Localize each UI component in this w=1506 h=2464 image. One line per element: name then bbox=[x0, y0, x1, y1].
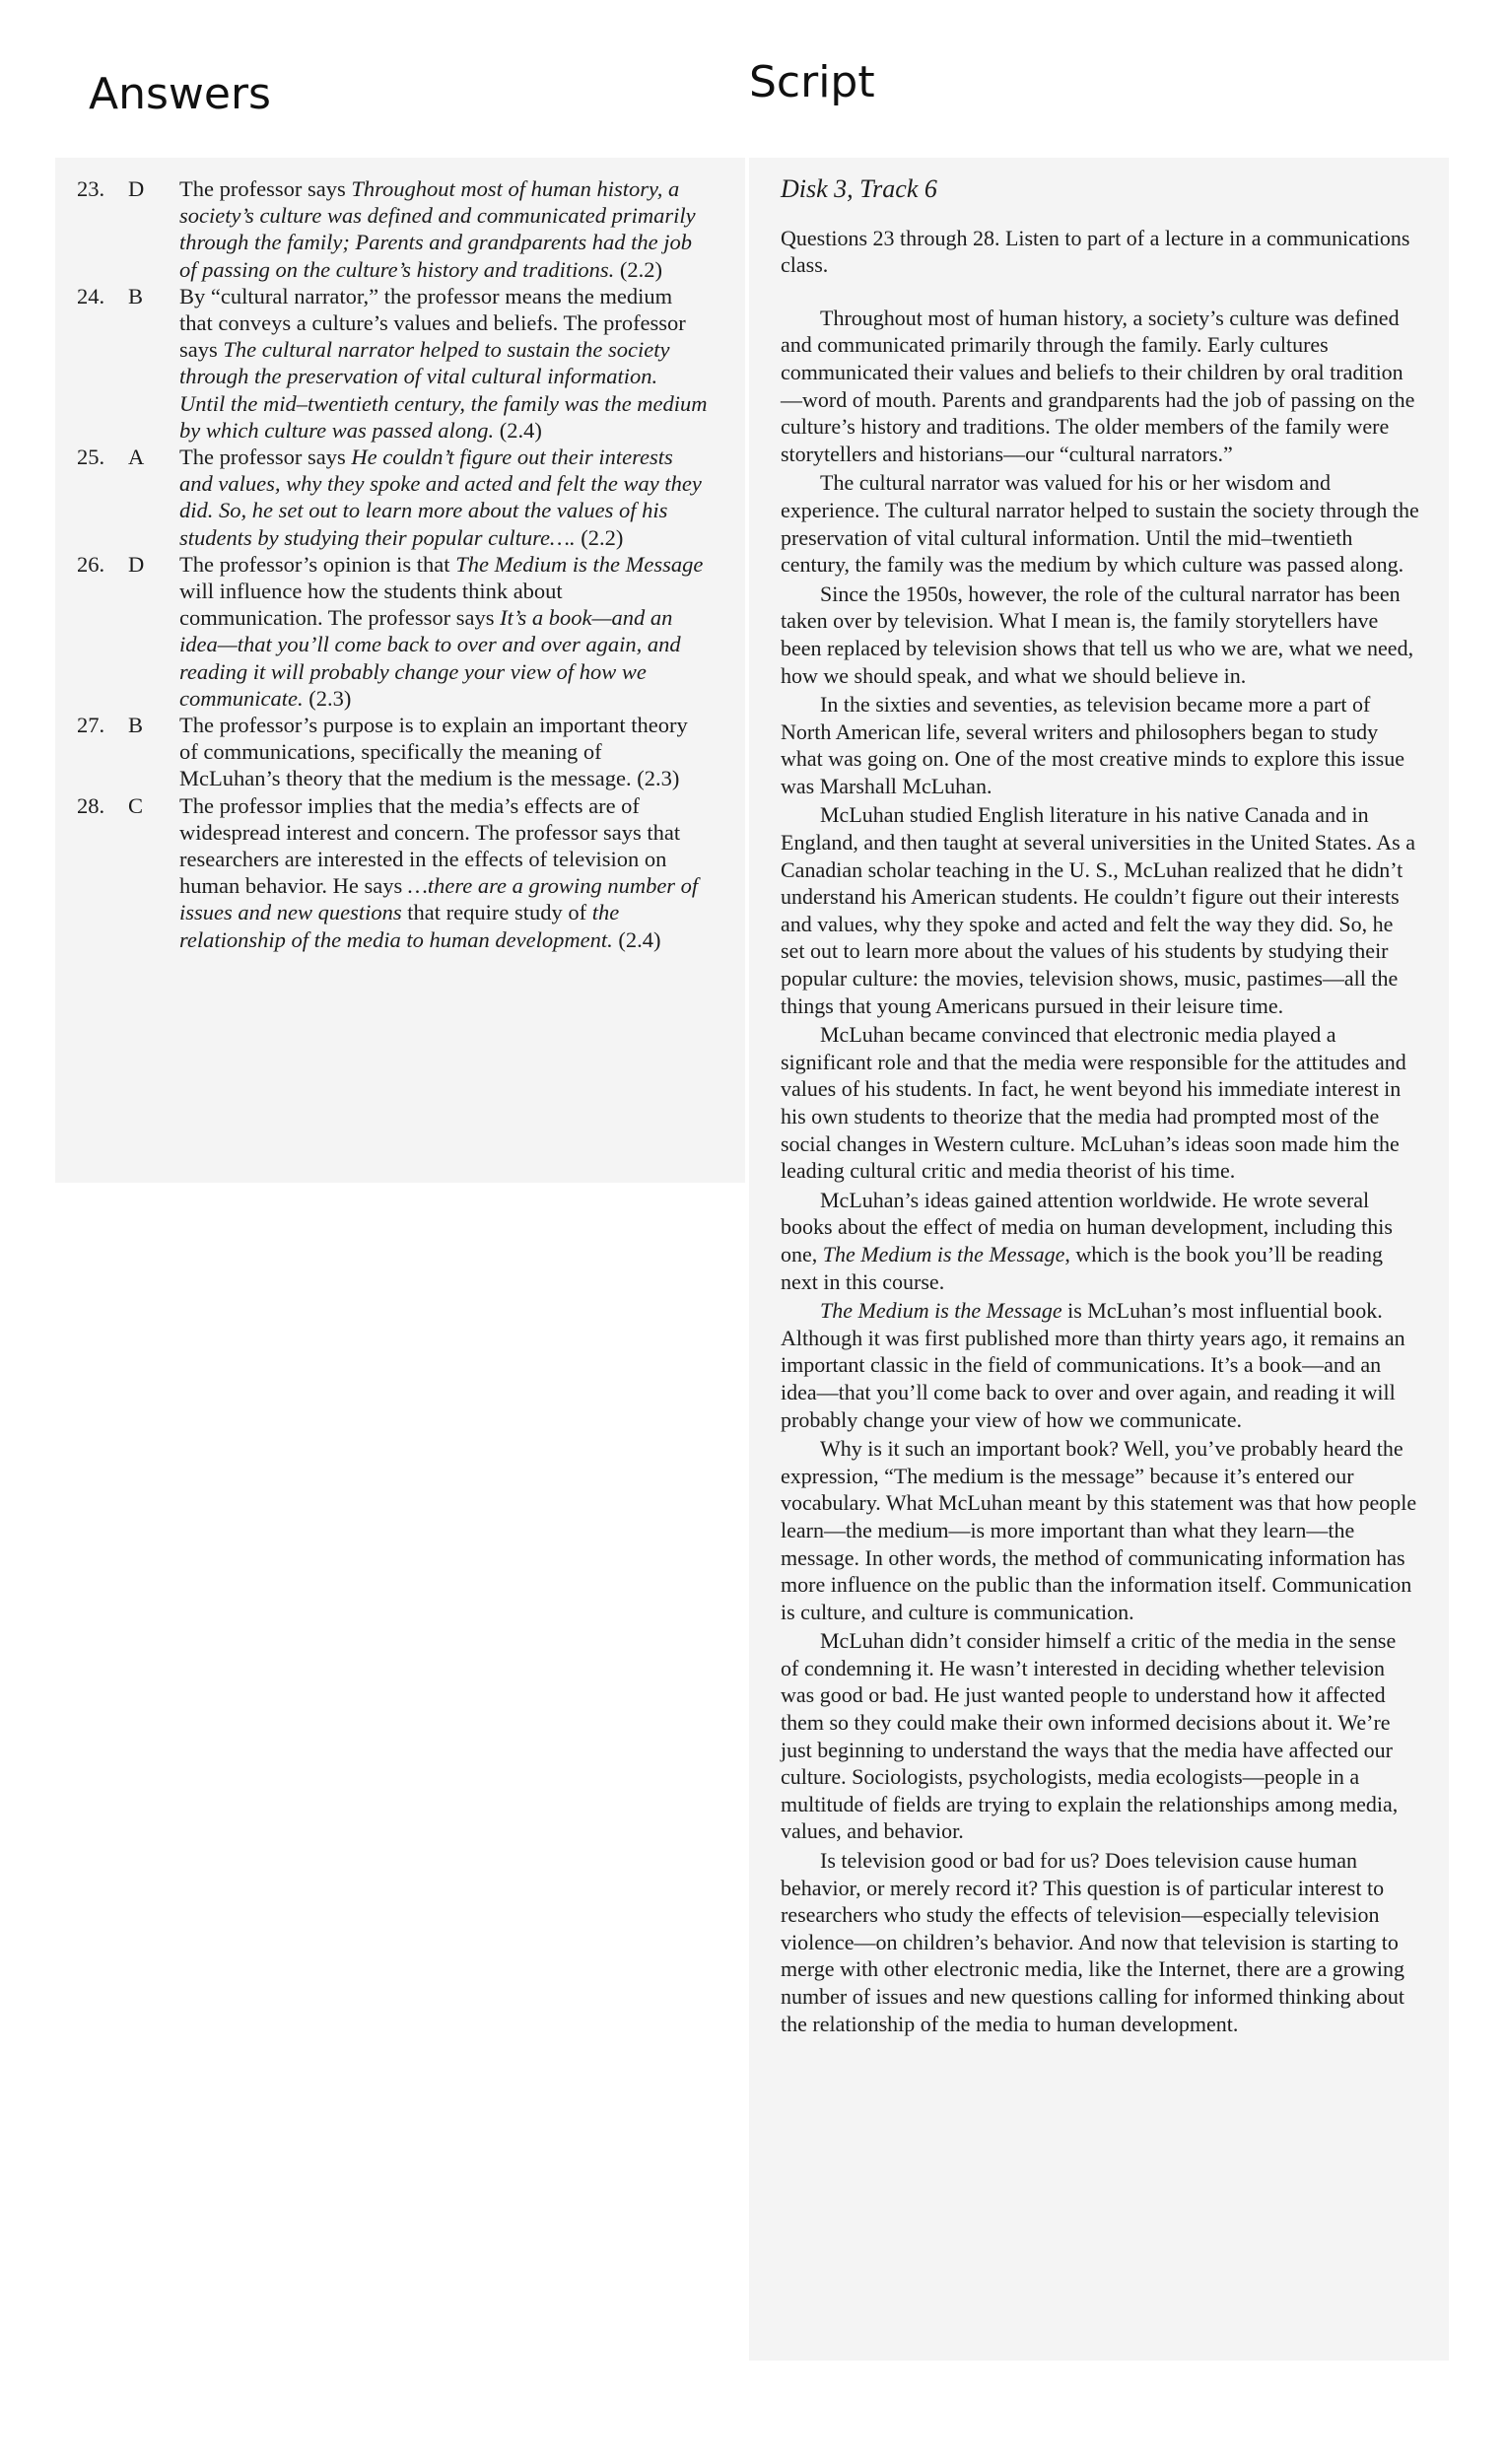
answer-explanation bbox=[179, 283, 708, 444]
italic-text: It’s a book—and an idea—that you’ll come back to over and over again, and reading it will probably change your view of how we communicate. bbox=[179, 605, 681, 711]
text-run: Is television good or bad for us? Does television cause human behavior, or merely record it? This question is of particular interest to researchers who study the effects of television—especially television violence—on children’s behavior. And now that television is starting to merge with other electronic media, like the Internet, there are a growing number of issues and new questions calling for informed thinking about the relationship of the media to human development. bbox=[781, 1848, 1405, 2036]
text-run: McLuhan’s ideas gained attention worldwide. He wrote several books about the effect of media on human development, including this one, bbox=[781, 1187, 1393, 1266]
script-paragraph bbox=[781, 581, 1419, 689]
script-paragraph bbox=[781, 1021, 1419, 1185]
answer-letter: D bbox=[128, 176, 145, 201]
text-run: will influence how the students think about communication. The professor says bbox=[179, 579, 563, 631]
text-run: The professor’s purpose is to explain an important theory of communications, specifically the meaning of McLuhan’s theory that the medium is the message. (2.3) bbox=[179, 713, 688, 791]
italic-text: Throughout most of human history, a society’s culture was defined and communicated primarily through the family; Parents and grandparents had the job of passing on the culture’s history and traditions. bbox=[179, 176, 696, 282]
answers-list bbox=[77, 175, 708, 953]
text-run: The professor’s opinion is that bbox=[179, 551, 456, 577]
italic-text: He couldn’t figure out their interests and values, why they spoke and acted and felt the way they did. So, he set out to learn more about the values of his students by studying their popular culture…. bbox=[179, 445, 702, 550]
script-paragraph bbox=[781, 691, 1419, 799]
script-paragraph bbox=[781, 1297, 1419, 1433]
answer-letter: D bbox=[128, 551, 145, 577]
text-run: McLuhan didn’t consider himself a critic of the media in the sense of condemning it. He wasn’t interested in deciding whether television was good or bad. He just wanted people to understand how it affected them so they could make their own informed decisions about it. We’re just beginning to understand the ways that the media have affected our culture. Sociologists, psychologists, media ecologists—people in a multitude of fields are trying to explain the relationships among media, values, and behavior. bbox=[781, 1628, 1399, 1844]
text-run: (2.3) bbox=[303, 685, 352, 711]
answer-item bbox=[77, 792, 708, 953]
text-run: , which is the book you’ll be reading next in this course. bbox=[781, 1241, 1383, 1294]
answer-number: 28. bbox=[77, 792, 105, 818]
script-paragraphs bbox=[781, 305, 1419, 2037]
answer-number: 25. bbox=[77, 445, 105, 470]
answer-number: 24. bbox=[77, 283, 105, 308]
answer-number: 27. bbox=[77, 713, 105, 738]
italic-text: The Medium is the Message bbox=[822, 1241, 1065, 1266]
text-run: McLuhan became convinced that electronic media played a significant role and that the media were responsible for the attitudes and values of his students. In fact, he went beyond his immediate interest in his own students to theorize that the media had prompted most of the social changes in Western culture. McLuhan’s ideas soon made him the leading cultural critic and media theorist of his time. bbox=[781, 1022, 1406, 1184]
script-heading: Script bbox=[749, 57, 875, 107]
answer-item bbox=[77, 444, 708, 551]
text-run: (2.2) bbox=[575, 524, 624, 550]
answer-explanation bbox=[179, 712, 708, 792]
script-intro: Questions 23 through 28. Listen to part of a lecture in a communications class. bbox=[781, 225, 1410, 278]
text-run: Since the 1950s, however, the role of the cultural narrator has been taken over by television. What I mean is, the family storytellers have been replaced by television shows that tell us who we are, what we need, how we should speak, and what we should believe in. bbox=[781, 581, 1414, 688]
italic-text: The Medium is the Message bbox=[455, 551, 704, 577]
answer-item bbox=[77, 712, 708, 792]
script-paragraph bbox=[781, 1435, 1419, 1625]
text-run: (2.4) bbox=[494, 417, 542, 443]
text-run: Why is it such an important book? Well, you’ve probably heard the expression, “The medium is the message” because it’s entered our vocabulary. What McLuhan meant by this statement was that how people learn—the medium—is more important than what they learn—the message. In other words, the method of communicating information has more influence on the public than the information itself. Communication is culture, and culture is communication. bbox=[781, 1436, 1417, 1624]
italic-text: The cultural narrator helped to sustain the society through the preservation of vital cultural information. Until the mid–twentieth century, the family was the medium by which culture was passed along. bbox=[179, 337, 708, 443]
script-paragraph bbox=[781, 1187, 1419, 1295]
answer-number: 26. bbox=[77, 551, 105, 577]
text-run: By “cultural narrator,” the professor means the medium that conveys a culture’s values and beliefs. The professor says bbox=[179, 283, 686, 363]
answer-item bbox=[77, 283, 708, 444]
script-paragraph bbox=[781, 1847, 1419, 2037]
text-run: The professor says bbox=[179, 176, 352, 201]
answers-heading: Answers bbox=[89, 69, 271, 119]
text-run: is McLuhan’s most influential book. Although it was first published more than thirty years ago, it remains an important classic in the field of communications. It’s a book—and an idea—that you’ll come back to over and over again, and reading it will probably change your view of how we communicate. bbox=[781, 1298, 1405, 1432]
track-title: Disk 3, Track 6 bbox=[781, 174, 937, 203]
answer-letter: C bbox=[128, 792, 144, 818]
text-run: The cultural narrator was valued for his or her wisdom and experience. The cultural narrator helped to sustain the society through the preservation of vital cultural information. Until the mid–twentieth century, the family was the medium by which culture was passed along. bbox=[781, 470, 1419, 578]
text-run: The professor says bbox=[179, 445, 352, 470]
text-run: The professor implies that the media’s effects are of widespread interest and concern. The professor says that researchers are interested in the effects of television on human behavior. He says bbox=[179, 792, 681, 899]
script-panel bbox=[781, 175, 1419, 2039]
answer-explanation bbox=[179, 444, 708, 551]
answer-item bbox=[77, 551, 708, 712]
answer-explanation bbox=[179, 175, 708, 283]
text-run: (2.2) bbox=[614, 256, 663, 282]
answer-item bbox=[77, 175, 708, 283]
italic-text: The Medium is the Message bbox=[820, 1298, 1062, 1324]
italic-text: …there are a growing number of issues and new questions bbox=[179, 873, 699, 925]
answer-number: 23. bbox=[77, 176, 105, 201]
text-run: In the sixties and seventies, as television became more a part of North American life, several writers and philosophers began to study what was going on. One of the most creative minds to explore this issue was Marshall McLuhan. bbox=[781, 692, 1404, 798]
text-run: Throughout most of human history, a society’s culture was defined and communicated primarily through the family. Early cultures communicated their values and beliefs to their children by oral tradition—word of mouth. Parents and grandparents had the job of passing on the culture’s history and traditions. The older members of the family were storytellers and historians—our “cultural narrators.” bbox=[781, 305, 1415, 466]
script-paragraph bbox=[781, 801, 1419, 1019]
text-run: that require study of bbox=[401, 900, 592, 925]
answer-letter: A bbox=[128, 445, 145, 470]
text-run: (2.4) bbox=[612, 926, 661, 952]
answer-explanation bbox=[179, 792, 708, 953]
script-paragraph bbox=[781, 469, 1419, 578]
script-paragraph bbox=[781, 305, 1419, 468]
answer-letter: B bbox=[128, 713, 144, 738]
text-run: McLuhan studied English literature in his native Canada and in England, and then taught at several universities in the United States. As a Canadian scholar teaching in the U. S., McLuhan realized that he didn’t understand his American students. He couldn’t figure out their interests and values, why they spoke and acted and felt the way they did. So, he set out to learn more about the values of his students by studying their popular culture: the movies, television shows, music, pastimes—all the things that young Americans pursued in their leisure time. bbox=[781, 802, 1415, 1018]
script-paragraph bbox=[781, 1627, 1419, 1845]
answer-explanation bbox=[179, 551, 708, 712]
answer-letter: B bbox=[128, 283, 144, 308]
italic-text: the relationship of the media to human development. bbox=[179, 900, 620, 952]
